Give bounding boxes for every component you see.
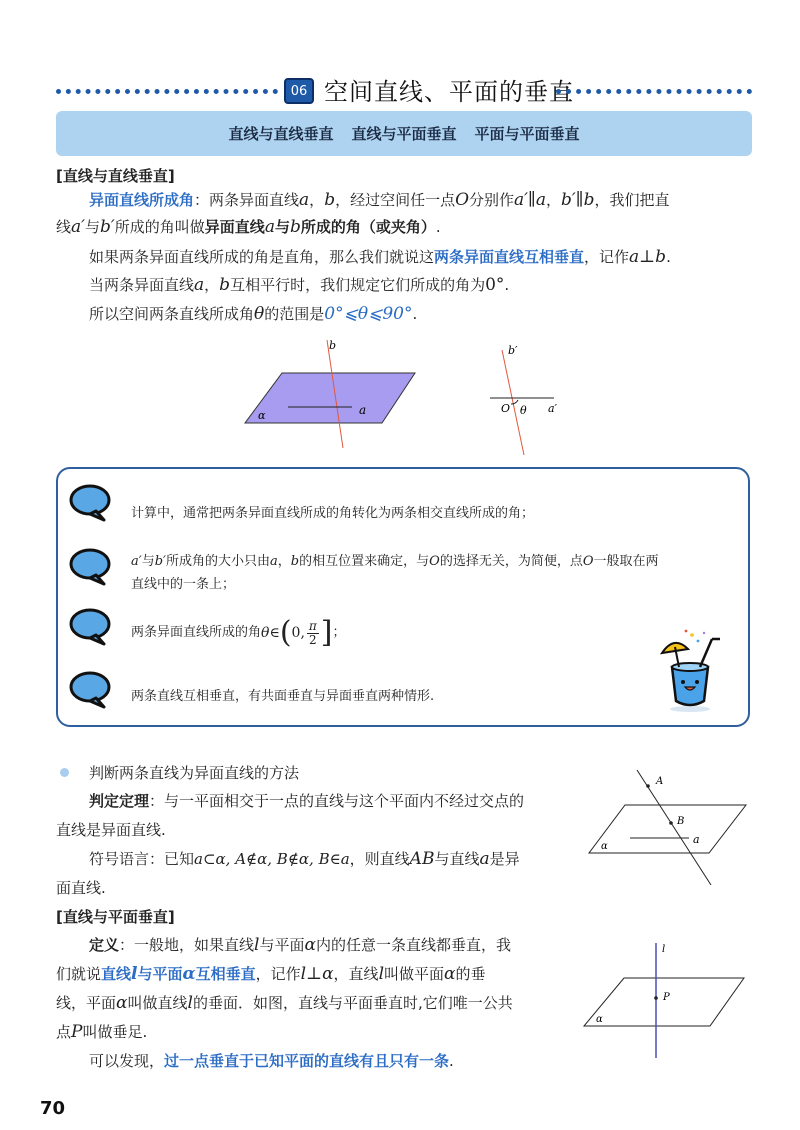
label-alpha: α (601, 841, 608, 852)
paragraph-def-line1: 定义：一般地，如果直线l与平面α内的任意一条直线都垂直，我 (89, 935, 511, 955)
banner-item-line-line: 直线与直线垂直 (228, 125, 334, 143)
label-a: a (693, 833, 700, 846)
paragraph-def-line2: 们就说直线l与平面α互相垂直，记作l⊥α，直线l叫做平面α的垂 (56, 964, 486, 984)
paragraph-uniqueness: 可以发现，过一点垂直于已知平面的直线有且只有一条. (89, 1052, 454, 1070)
paragraph-parallel: 当两条异面直线a，b互相平行时，我们规定它们所成的角为0°. (89, 275, 510, 295)
tip-2-line2: 直线中的一条上； (131, 577, 236, 592)
paragraph-symbol-line2: 面直线. (56, 879, 106, 897)
chapter-title: 空间直线、平面的垂直 (324, 78, 574, 106)
figure-translated-lines (480, 340, 580, 460)
paragraph-theorem-line1: 判定定理：与一平面相交于一点的直线与这个平面内不经过交点的 (89, 792, 525, 810)
speech-bubble-icon-2 (68, 547, 112, 587)
paragraph-perpendicular: 如果两条异面直线所成的角是直角，那么我们就说这两条异面直线互相垂直，记作a⊥b. (89, 247, 671, 267)
speech-bubble-icon-4 (68, 670, 112, 710)
tip-1: 计算中，通常把两条异面直线所成的角转化为两条相交直线所成的角； (131, 506, 535, 521)
label-A: A (656, 776, 664, 787)
bullet-title-skew-test: 判断两条直线为异面直线的方法 (89, 764, 300, 782)
topic-banner (56, 111, 752, 156)
label-theta: θ (520, 404, 527, 417)
paragraph-symbol-line1: 符号语言：已知a⊂α, A∉α, B∉α, B∈a，则直线AB与直线a是异 (89, 849, 520, 869)
label-alpha: α (596, 1014, 603, 1025)
angle-arc-theta (511, 400, 518, 404)
header-dotted-rule-left (56, 89, 278, 94)
tip-4: 两条直线互相垂直，有共面垂直与异面垂直两种情形. (131, 689, 435, 704)
banner-item-line-plane: 直线与平面垂直 (351, 125, 457, 143)
label-P: P (663, 992, 670, 1003)
tip-3: 两条异面直线所成的角 θ∈ ( 0, π 2 ] ； (131, 615, 346, 650)
banner-item-plane-plane: 平面与平面垂直 (474, 125, 580, 143)
section-heading-line-line: [直线与直线垂直] (56, 167, 175, 185)
figure-perpendicular-line-plane (580, 938, 750, 1063)
figure-skew-test (585, 765, 755, 890)
mascot-drink-icon (652, 627, 728, 713)
label-B: B (677, 816, 685, 827)
chapter-number-badge: 06 (284, 78, 314, 104)
plane-alpha (245, 373, 415, 423)
paragraph-definition-line1: 异面直线所成角：两条异面直线a，b，经过空间任一点O分别作a′∥a，b′∥b，我们把直 (89, 190, 670, 210)
tip-2-line1: a′与b′所成角的大小只由a，b的相互位置来确定，与O的选择无关，为简便，点O一般取在两 (131, 554, 659, 569)
label-a: a (359, 403, 367, 417)
paragraph-def-line4: 点P叫做垂足. (56, 1022, 148, 1042)
paragraph-definition-line2: 线a′与b′所成的角叫做异面直线a与b所成的角（或夹角）. (56, 217, 441, 237)
speech-bubble-icon-3 (68, 607, 112, 647)
paragraph-angle-range: 所以空间两条直线所成角θ的范围是0°⩽θ⩽90°. (89, 304, 418, 324)
paragraph-def-line3: 线，平面α叫做直线l的垂面．如图，直线与平面垂直时,它们唯一公共 (56, 993, 513, 1013)
paragraph-theorem-line2: 直线是异面直线. (56, 821, 166, 839)
page-number: 70 (40, 1098, 66, 1119)
label-b-prime: b′ (508, 344, 518, 357)
label-b: b (329, 339, 337, 352)
plane-alpha (589, 805, 746, 853)
label-l: l (662, 944, 666, 955)
speech-bubble-icon-1 (68, 483, 112, 523)
section-heading-line-plane: [直线与平面垂直] (56, 908, 175, 926)
label-O: O (501, 402, 511, 415)
label-a-prime: a′ (548, 402, 558, 415)
bullet-dot (60, 768, 69, 777)
header-dotted-rule-right (556, 89, 752, 94)
label-alpha: α (258, 409, 266, 422)
figure-skew-lines-plane (240, 335, 420, 455)
